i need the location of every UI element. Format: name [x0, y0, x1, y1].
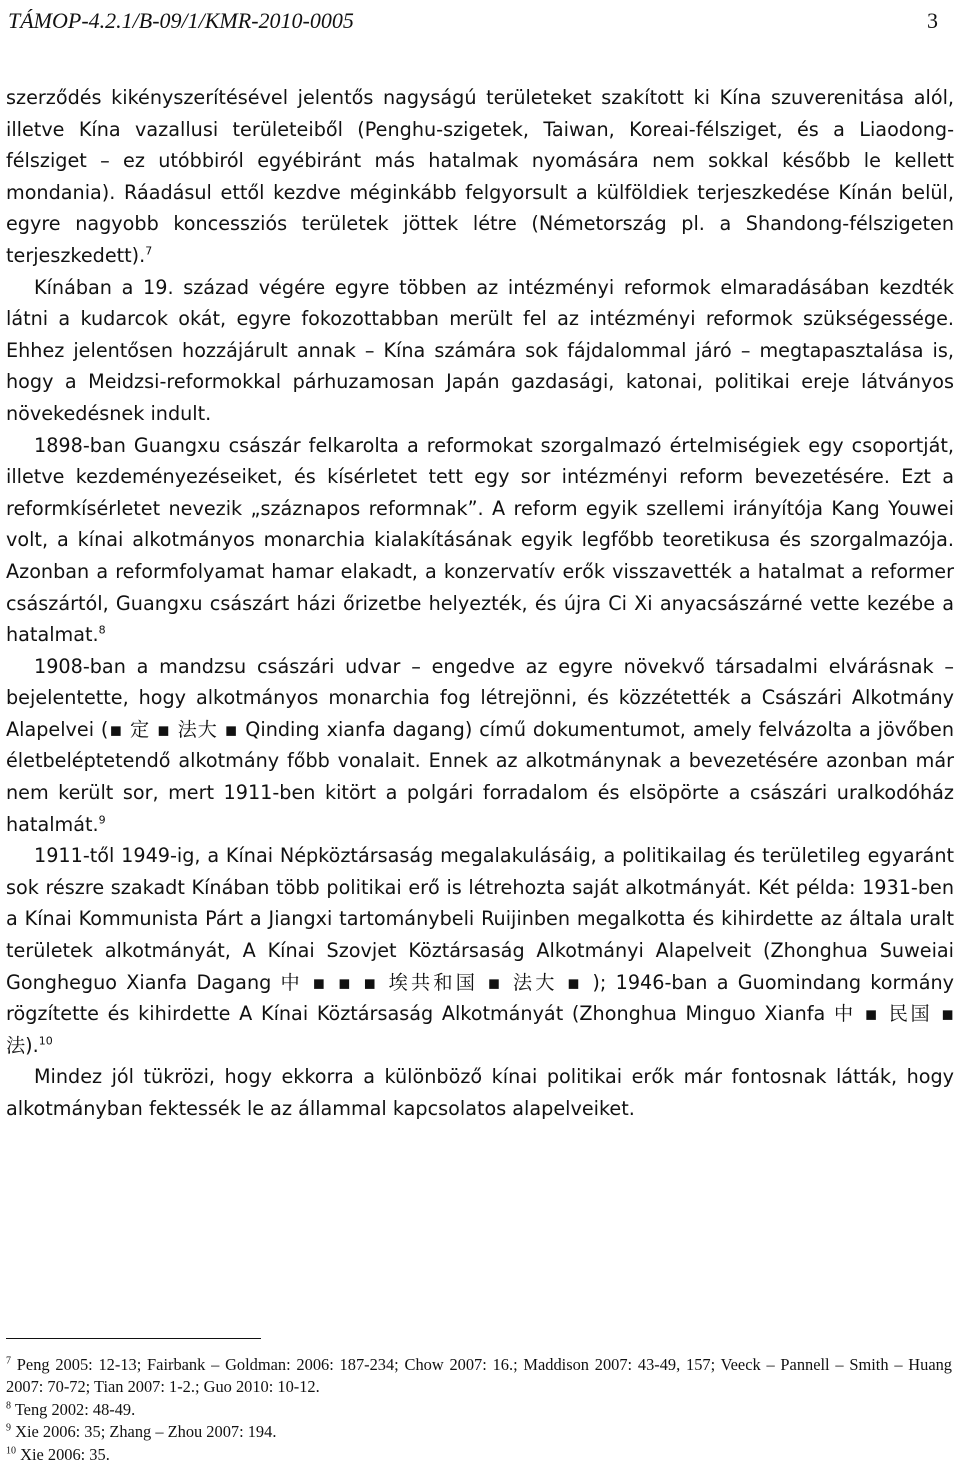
footnote-text: Xie 2006: 35.	[20, 1444, 110, 1464]
paragraph-text: 1908-ban a mandzsu császári udvar – engedve az egyre növekvő társadalmi elvárásnak – bejelentette, hogy alkotmányos monarchia fog létrejönni, és közzétették a Császári Alkotmány Alapelvei (▪ 定 ▪ 法大 ▪ Qinding xianfa dagang) című dokumentumot, amely felvázolta a jövőben életbeléptetendő alkotmány főbb vonalait. Ennek az alkotmánynak a bevezetésére azonban már nem került sor, mert 1911-ben kitört a polgári forradalom és elsöpörte a császári uralkodóház hatalmát.	[6, 654, 954, 836]
paragraph	[6, 272, 954, 430]
paragraph	[6, 82, 954, 272]
body-text	[6, 82, 954, 1125]
footnote	[6, 1421, 952, 1443]
page-header	[8, 2, 938, 40]
paragraph-text: szerződés kikényszerítésével jelentős nagyságú területeket szakított ki Kína szuverenitása alól, illetve Kína vazallusi területeiből (Penghu-szigetek, Taiwan, Koreai-félsziget, és a Liaodong-félsziget – ez utóbbiról egyébiránt más hatalmak nyomására nem sokkal később le kellett mondania). Ráadásul ettől kezdve méginkább felgyorsult a külföldiek terjeszkedése Kínán belül, egyre nagyobb koncessziós területek jöttek létre (Németország pl. a Shandong-félszigeten terjeszkedett).	[6, 86, 954, 267]
footnote-number: 7	[6, 1355, 11, 1367]
footnote-ref[interactable]: 7	[145, 244, 153, 258]
footnotes	[6, 1354, 952, 1466]
paragraph	[6, 430, 954, 651]
paragraph-text: 1898-ban Guangxu császár felkarolta a reformokat szorgalmazó értelmiségiek egy csoportját, illetve kezdeményezéseiket, és kísérletet tett egy sor intézményi reform bevezetésére. Ezt a reformkísérletet nevezik „száznapos reformnak”. A reform egyik szellemi irányítója Kang Youwei volt, a kínai alkotmányos monarchia kialakításának egyik legfőbb teoretikusa és szorgalmazója. Azonban a reformfolyamat hamar elakadt, a konzervatív erők visszavették a hatalmat a reformer császártól, Guangxu császárt házi őrizetbe helyezték, és újra Ci Xi anyacsászárné vette kezébe a hatalmat.	[6, 433, 954, 647]
paragraph-text: Kínában a 19. század végére egyre többen az intézményi reformok elmaradásában kezdték látni a kudarcok okát, egyre fokozottabban merült fel az intézményi reformok szükségessége. Ehhez jelentősen hozzájárult annak – Kína számára sok fájdalommal járó – megtapasztalása is, hogy a Meidzsi-reformokkal párhuzamosan Japán gazdasági, katonai, politikai ereje látványos növekedésnek indult.	[6, 275, 954, 425]
footnote	[6, 1354, 952, 1399]
paragraph-text: 1911-től 1949-ig, a Kínai Népköztársaság megalakulásáig, a politikailag és területileg egyaránt sok részre szakadt Kínában több politikai erő is létrehozta saját alkotmányát. Két példa: 1931-ben a Kínai Kommunista Párt a Jiangxi tartománybeli Ruijinben megalkotta és kihirdette az általa uralt területek alkotmányát, A Kínai Szovjet Köztársaság Alkotmányi Alapelveit (Zhonghua Suweiai Gongheguo Xianfa Dagang 中 ▪ ▪ ▪ 埃共和国 ▪ 法大 ▪ ); 1946-ban a Guomindang kormány rögzítette és kihirdette A Kínai Köztársaság Alkotmányát (Zhonghua Minguo Xianfa 中 ▪ 民国 ▪ 法).	[6, 844, 954, 1057]
footnote-number: 8	[6, 1400, 11, 1412]
footnote-text: Peng 2005: 12-13; Fairbank – Goldman: 2006: 187-234; Chow 2007: 16.; Maddison 2007: 43-49, 157; Veeck – Pannell – Smith – Huang 2007: 70-72; Tian 2007: 1-2.; Guo 2010: 10-12.	[6, 1355, 952, 1397]
footnote-ref[interactable]: 10	[38, 1034, 53, 1048]
paragraph-text: Mindez jól tükrözi, hogy ekkorra a különböző kínai politikai erők már fontosnak látták, hogy alkotmányban fektessék le az állammal kapcsolatos alapelveiket.	[6, 1065, 954, 1120]
footnote-text: Teng 2002: 48-49.	[14, 1399, 136, 1419]
footnote-number: 10	[6, 1445, 16, 1457]
footnote	[6, 1444, 952, 1466]
paragraph	[6, 840, 954, 1061]
footnote-ref[interactable]: 8	[98, 623, 106, 637]
footnote-number: 9	[6, 1422, 11, 1434]
paragraph	[6, 1061, 954, 1124]
footnote-divider	[6, 1338, 261, 1339]
footnote-ref[interactable]: 9	[98, 813, 106, 827]
document-id: TÁMOP-4.2.1/B-09/1/KMR-2010-0005	[8, 8, 354, 33]
footnote	[6, 1399, 952, 1421]
footnote-text: Xie 2006: 35; Zhang – Zhou 2007: 194.	[15, 1422, 277, 1442]
page-number: 3	[927, 8, 938, 33]
paragraph	[6, 651, 954, 841]
